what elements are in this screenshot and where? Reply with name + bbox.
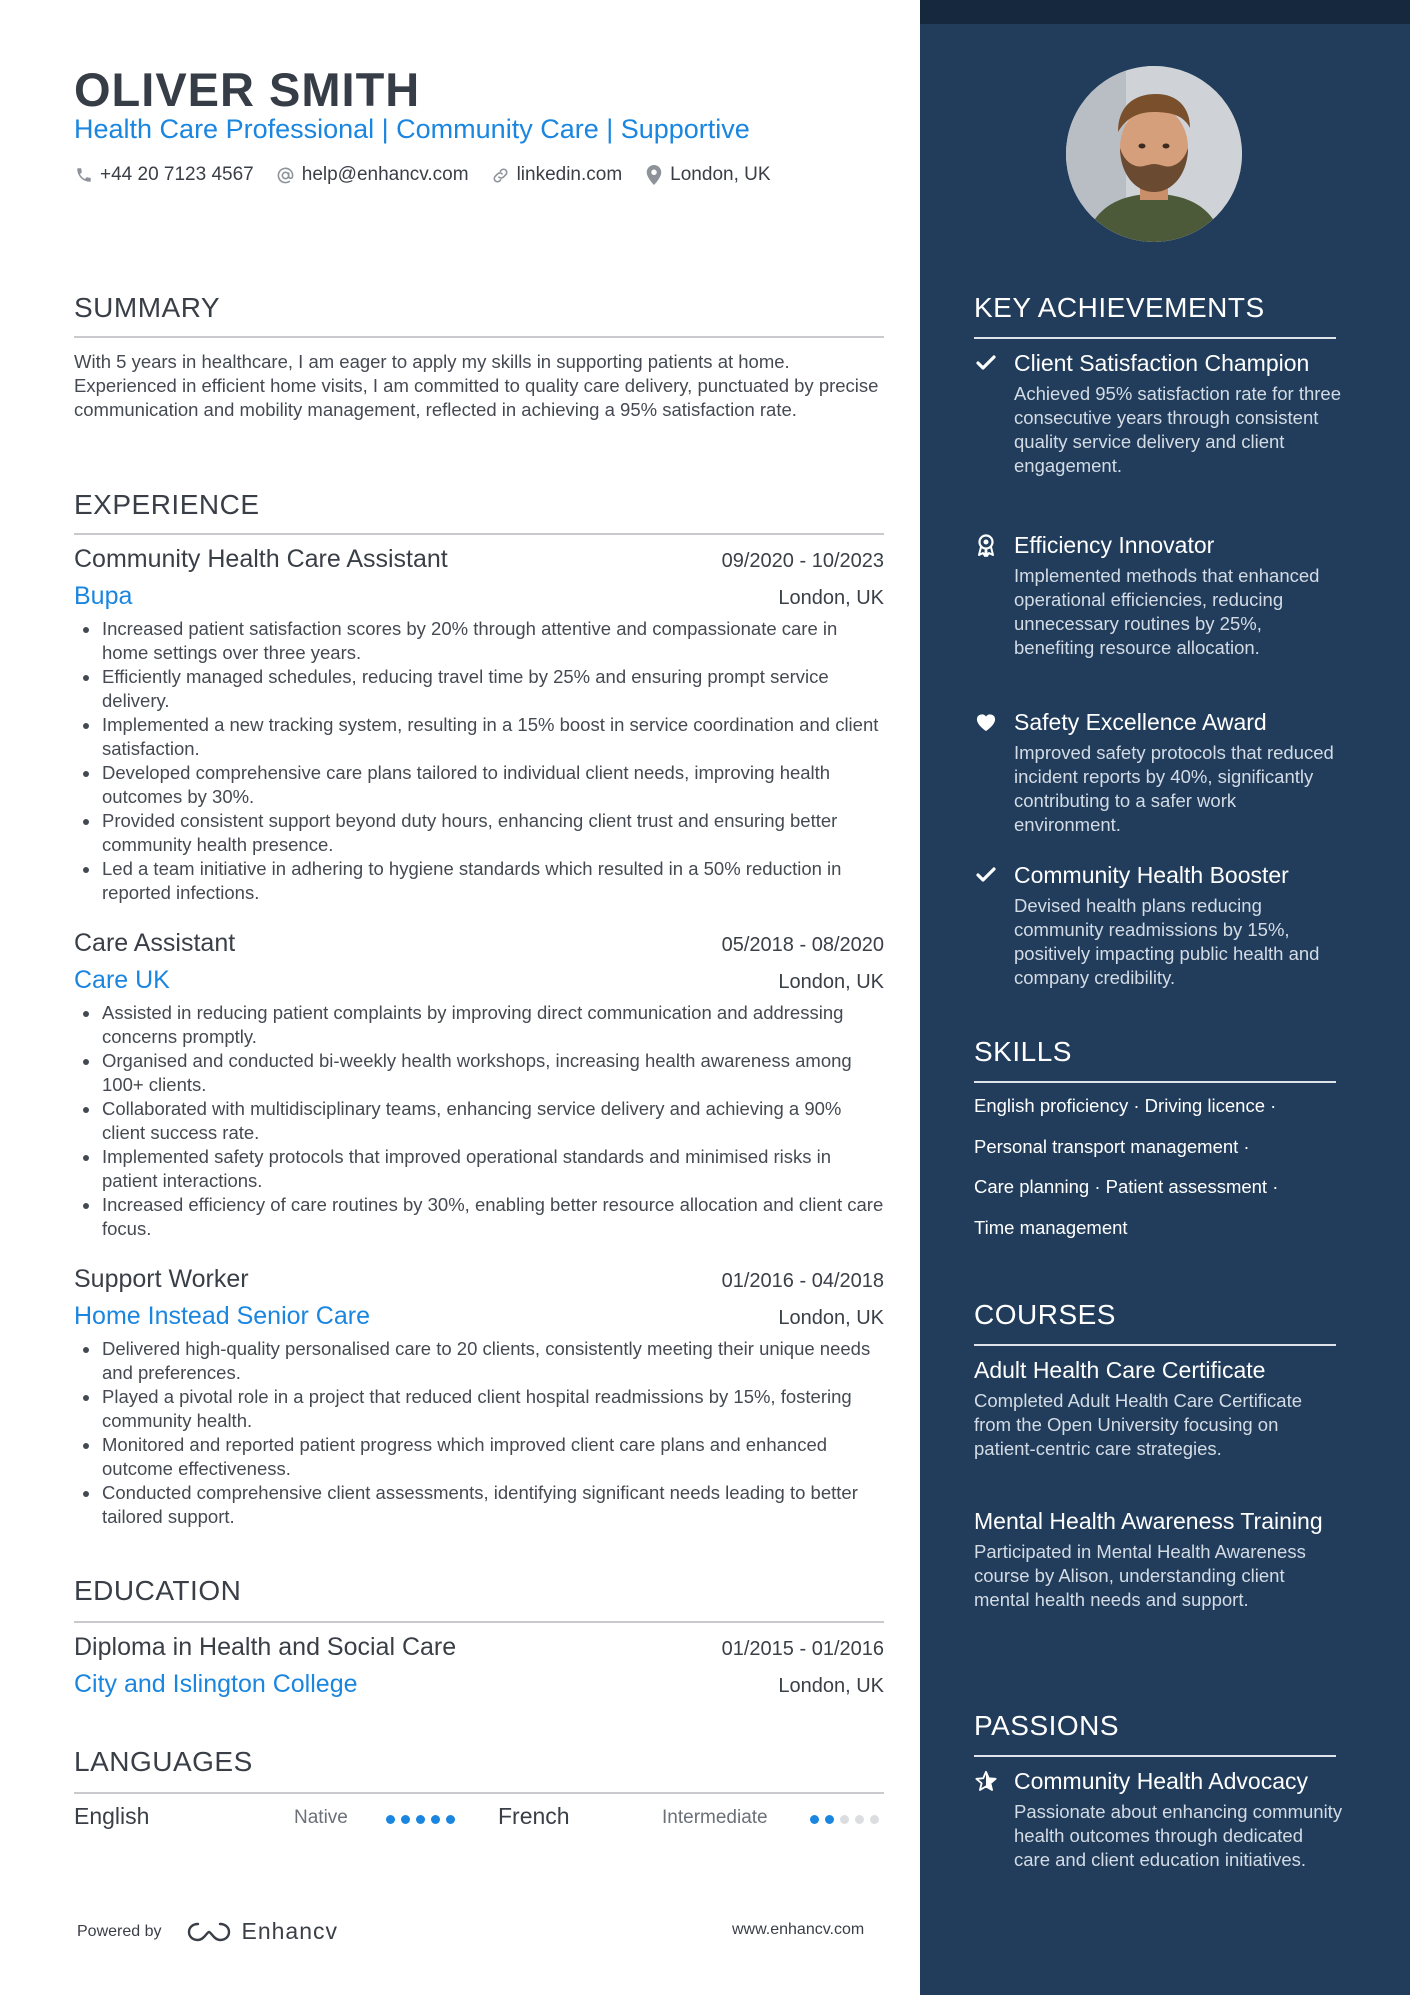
location-text: London, UK [670,164,771,185]
list-item: Delivered high-quality personalised care to 20 clients, consistently meeting their unique needs and preferences. [74,1337,884,1385]
job-company: Home Instead Senior Care [74,1302,370,1330]
star-icon [974,1767,998,1795]
list-item: Increased efficiency of care routines by 30%, enabling better resource allocation and client care focus. [74,1193,884,1241]
sidebar-top-strip [920,0,1410,24]
contact-location [644,164,770,186]
school-name: City and Islington College [74,1670,358,1698]
language-level: Native [294,1807,348,1828]
list-item: Implemented safety protocols that improved operational standards and minimised risks in patient interactions. [74,1145,884,1193]
skill-line: English proficiency · Driving licence · [974,1095,1277,1116]
languages-divider [74,1792,884,1794]
job-location: London, UK [778,587,884,609]
language-name: English [74,1803,150,1829]
list-item: Provided consistent support beyond duty hours, enhancing client trust and ensuring better community health presence. [74,809,884,857]
sidebar [920,0,1410,1995]
candidate-name: OLIVER SMITH [74,63,421,116]
job-company: Bupa [74,582,133,610]
proficiency-dot-empty [855,1815,864,1824]
passions-divider [974,1755,1336,1757]
achievement-item [974,861,1344,990]
enhancv-logo-icon [186,1920,232,1944]
achievements-divider [974,337,1336,339]
proficiency-dot-filled [386,1815,395,1824]
list-item: Increased patient satisfaction scores by 20% through attentive and compassionate care in home settings over three years. [74,617,884,665]
job-title: Community Health Care Assistant [74,545,448,573]
brand-name: Enhancv [241,1918,339,1944]
contact-email[interactable] [276,164,469,186]
course-title: Adult Health Care Certificate [974,1357,1266,1383]
languages-heading: LANGUAGES [74,1746,253,1777]
course-item [974,1356,1344,1461]
job-dates: 01/2016 - 04/2018 [721,1270,884,1292]
language-name: French [498,1803,570,1829]
education-entry [74,1633,884,1699]
list-item: Played a pivotal role in a project that reduced client hospital readmissions by 15%, fostering community health. [74,1385,884,1433]
skill-line: Time management [974,1216,1128,1238]
phone-text: +44 20 7123 4567 [100,164,254,185]
passions-heading: PASSIONS [974,1710,1120,1741]
experience-divider [74,533,884,535]
job-entry [74,1265,884,1529]
achievement-title: Client Satisfaction Champion [1014,350,1310,376]
proficiency-dot-filled [431,1815,440,1824]
job-location: London, UK [778,971,884,993]
course-description: Completed Adult Health Care Certificate from the Open University focusing on patient-centric care strategies. [974,1390,1303,1459]
language-level: Intermediate [662,1807,768,1828]
language-proficiency-dots [810,1815,879,1824]
job-entry [74,545,884,905]
powered-by-label: Powered by [77,1922,162,1940]
avatar [1066,66,1242,242]
job-bullets [74,617,884,905]
heart-icon [974,708,998,736]
skills-divider [974,1081,1336,1083]
job-dates: 05/2018 - 08/2020 [721,934,884,956]
check-icon [974,349,998,377]
course-title: Mental Health Awareness Training [974,1508,1323,1534]
proficiency-dot-filled [825,1815,834,1824]
achievement-title: Safety Excellence Award [1014,709,1267,735]
phone-icon [74,165,94,185]
passion-item [974,1767,1344,1872]
link-icon [491,165,511,185]
languages-list [74,1803,884,1835]
experience-heading: EXPERIENCE [74,489,260,520]
degree-title: Diploma in Health and Social Care [74,1633,457,1661]
achievement-item [974,349,1344,478]
achievement-item [974,708,1344,837]
list-item: Collaborated with multidisciplinary teams, enhancing service delivery and achieving a 90% client success rate. [74,1097,884,1145]
education-dates: 01/2015 - 01/2016 [721,1638,884,1660]
job-company: Care UK [74,966,170,994]
proficiency-dot-filled [416,1815,425,1824]
list-item: Monitored and reported patient progress which improved client care plans and enhanced outcome effectiveness. [74,1433,884,1481]
at-icon [276,165,296,185]
achievement-description: Achieved 95% satisfaction rate for three consecutive years through consistent quality service delivery and client engagement. [1014,383,1342,476]
skills-heading: SKILLS [974,1036,1072,1067]
list-item: Developed comprehensive care plans tailored to individual client needs, improving health outcomes by 30%. [74,761,884,809]
achievement-description: Devised health plans reducing community readmissions by 15%, positively impacting public health and company credibility. [1014,895,1320,988]
passion-title: Community Health Advocacy [1014,1768,1309,1794]
award-icon [974,531,998,559]
achievements-heading: KEY ACHIEVEMENTS [974,292,1265,323]
job-dates: 09/2020 - 10/2023 [721,550,884,572]
list-item: Conducted comprehensive client assessments, identifying significant needs leading to better tailored support. [74,1481,884,1529]
achievement-description: Improved safety protocols that reduced incident reports by 40%, significantly contributing to a safer work environment. [1014,742,1334,835]
skill-line: Care planning · Patient assessment · [974,1176,1279,1197]
contact-linkedin[interactable] [491,164,623,186]
summary-text: With 5 years in healthcare, I am eager to apply my skills in supporting patients at home. Experienced in efficient home visits, I am committed to quality care delivery, punctuated by precise communication and mobility management, reflected in achieving a 95% satisfaction rate. [74,351,879,420]
summary-heading: SUMMARY [74,292,221,323]
courses-divider [974,1344,1336,1346]
contact-phone[interactable] [74,164,254,186]
check-icon [974,861,998,889]
list-item: Organised and conducted bi-weekly health workshops, increasing health awareness among 100+ clients. [74,1049,884,1097]
list-item: Efficiently managed schedules, reducing travel time by 25% and ensuring prompt service delivery. [74,665,884,713]
achievement-description: Implemented methods that enhanced operational efficiencies, reducing unnecessary routines by 25%, benefiting resource allocation. [1014,565,1320,658]
summary-divider [74,336,884,338]
enhancv-logo[interactable] [186,1918,339,1945]
headline: Health Care Professional | Community Care | Supportive [74,114,750,144]
skill-line: Personal transport management · [974,1135,1250,1157]
courses-heading: COURSES [974,1299,1116,1330]
passion-description: Passionate about enhancing community health outcomes through dedicated care and client education initiatives. [1014,1801,1343,1870]
list-item: Implemented a new tracking system, resulting in a 15% boost in service coordination and client satisfaction. [74,713,884,761]
school-location: London, UK [778,1675,884,1697]
course-item [974,1507,1344,1612]
job-title: Support Worker [74,1265,249,1293]
education-heading: EDUCATION [74,1575,242,1606]
proficiency-dot-empty [870,1815,879,1824]
achievement-title: Efficiency Innovator [1014,532,1215,558]
proficiency-dot-empty [840,1815,849,1824]
contact-bar [74,164,771,186]
linkedin-text: linkedin.com [516,164,623,185]
list-item: Assisted in reducing patient complaints by improving direct communication and addressing concerns promptly. [74,1001,884,1049]
footer-url[interactable]: www.enhancv.com [732,1921,865,1938]
email-text: help@enhancv.com [301,164,469,185]
job-bullets [74,1001,884,1241]
achievement-item [974,531,1344,660]
proficiency-dot-filled [446,1815,455,1824]
job-bullets [74,1337,884,1529]
education-divider [74,1621,884,1623]
location-icon [644,165,664,185]
achievement-title: Community Health Booster [1014,862,1289,888]
job-location: London, UK [778,1307,884,1329]
proficiency-dot-filled [401,1815,410,1824]
list-item: Led a team initiative in adhering to hygiene standards which resulted in a 50% reduction in reported infections. [74,857,884,905]
proficiency-dot-filled [810,1815,819,1824]
job-title: Care Assistant [74,929,236,957]
job-entry [74,929,884,1241]
footer-branding [77,1918,338,1945]
skills-list [974,1094,1344,1256]
language-proficiency-dots [386,1815,455,1824]
course-description: Participated in Mental Health Awareness course by Alison, understanding client mental health needs and support. [974,1541,1306,1610]
